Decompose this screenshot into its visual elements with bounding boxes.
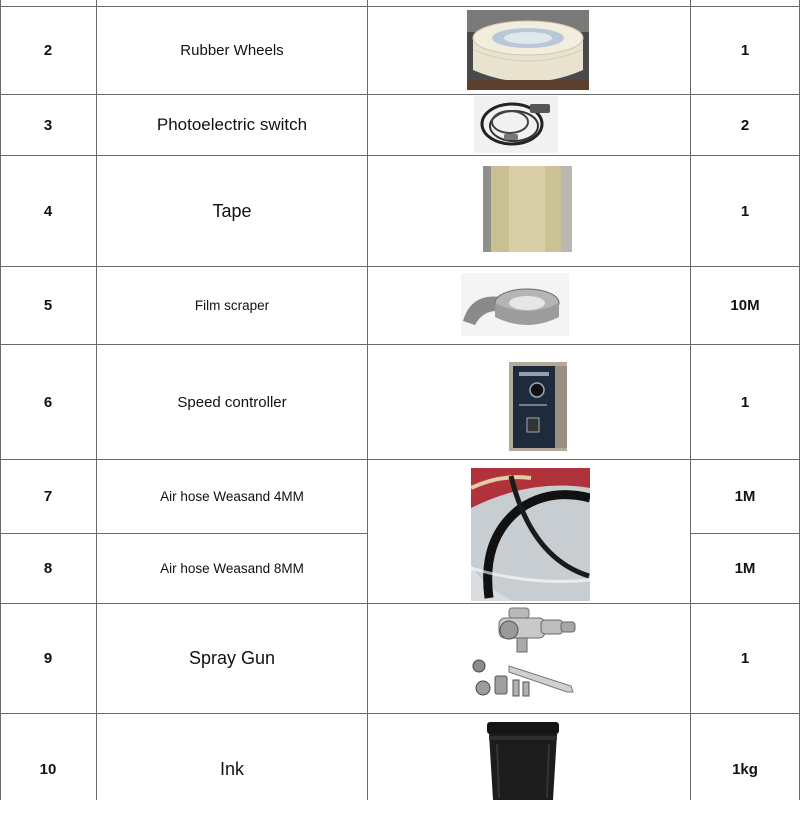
film-scraper-image: [461, 273, 569, 336]
item-name: Speed controller: [177, 393, 287, 411]
rubber-wheel-image: [467, 10, 589, 90]
row-number: 10: [39, 760, 57, 778]
item-name: Photoelectric switch: [156, 115, 308, 134]
row-number: 4: [43, 202, 53, 220]
item-name: Tape: [212, 200, 252, 221]
item-quantity: 1M: [734, 488, 756, 505]
item-quantity: 1kg: [732, 760, 758, 778]
row-number: 2: [43, 42, 53, 59]
item-quantity: 2: [740, 116, 750, 134]
row-number: 5: [43, 297, 53, 314]
spray-gun-image: [469, 606, 582, 702]
air-hose-image: [471, 468, 590, 601]
item-name: Air hose Weasand 8MM: [160, 561, 304, 576]
item-quantity: 1: [740, 202, 750, 220]
photoelectric-switch-image: [474, 96, 558, 153]
ink-bucket-image: [485, 720, 561, 800]
item-name: Rubber Wheels: [180, 42, 284, 59]
item-quantity: 10M: [730, 297, 760, 314]
row-number: 6: [43, 393, 53, 411]
row-number: 3: [43, 116, 53, 134]
row-number: 7: [43, 488, 53, 505]
item-name: Film scraper: [194, 298, 270, 313]
item-name: Air hose Weasand 4MM: [160, 489, 304, 504]
item-name: Ink: [219, 758, 244, 779]
row-number: 9: [43, 650, 53, 667]
grid-line: [367, 0, 368, 800]
item-quantity: 1: [740, 42, 750, 59]
tape-roll-image: [483, 166, 572, 252]
item-quantity: 1M: [734, 560, 756, 577]
item-quantity: 1: [740, 650, 750, 667]
item-quantity: 1: [740, 393, 750, 411]
item-name: Spray Gun: [188, 648, 276, 668]
speed-controller-image: [509, 362, 567, 451]
row-number: 8: [43, 560, 53, 577]
